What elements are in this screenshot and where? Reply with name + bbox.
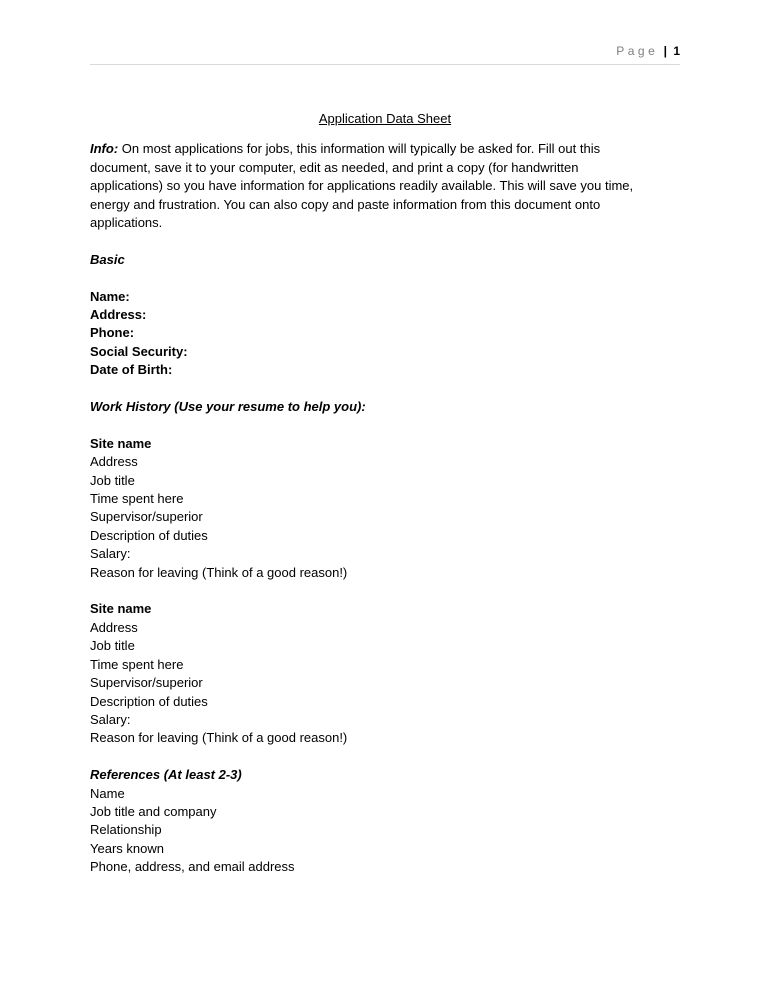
info-line [90,140,680,158]
info-line: applications. [90,215,163,231]
reference-item: Years known [90,840,164,856]
reference-item: Relationship [90,822,162,838]
references-list [90,785,680,877]
basic-field-date-of-birth: Date of Birth: [90,362,173,378]
work-entry-site-name: Site name [90,601,152,617]
basic-field-social-security: Social Security: [90,343,188,359]
work-entry [90,435,680,582]
basic-field-address: Address: [90,307,147,323]
work-entry-item: Reason for leaving (Think of a good reason!) [90,564,348,580]
basic-field-phone: Phone: [90,325,135,341]
work-entry-item: Job title [90,638,135,654]
document-title: Application Data Sheet [318,111,452,126]
spacer [90,582,680,600]
page-header [90,44,680,65]
page-number: 1 [673,44,680,58]
info-line: energy and frustration. You can also copy and paste information from this document onto [90,196,601,212]
work-entry-item: Supervisor/superior [90,509,203,525]
basic-heading: Basic [90,251,125,267]
spacer [90,232,680,250]
work-entry-item: Time spent here [90,491,184,507]
reference-item: Job title and company [90,803,217,819]
work-entry-site-name: Site name [90,435,152,451]
spacer [90,748,680,766]
basic-fields [90,288,680,380]
spacer [90,269,680,287]
work-entry-item: Supervisor/superior [90,675,203,691]
work-history-heading: Work History (Use your resume to help you): [90,399,366,415]
work-entry-item: Reason for leaving (Think of a good reason!) [90,730,348,746]
document-body [90,110,680,877]
reference-item: Name [90,785,125,801]
references-heading: References (At least 2-3) [90,767,242,783]
info-line: applications) so you have information for applications readily available. This will save you time, [90,178,634,194]
reference-item: Phone, address, and email address [90,859,295,875]
spacer [90,380,680,398]
info-line: document, save it to your computer, edit as needed, and print a copy (for handwritten [90,159,579,175]
page-separator: | [663,44,667,58]
work-entry-item: Salary: [90,546,131,562]
spacer [90,416,680,434]
work-entry-item: Time spent here [90,656,184,672]
work-entry-item: Description of duties [90,693,208,709]
basic-field-name: Name: [90,288,130,304]
work-entry-item: Salary: [90,711,131,727]
info-text: On most applications for jobs, this information will typically be asked for. Fill out this [121,141,601,157]
work-entry-item: Description of duties [90,527,208,543]
page-word: Page [616,44,659,58]
work-entry-item: Job title [90,472,135,488]
work-entry-item: Address [90,454,138,470]
info-paragraph [90,140,680,232]
info-label: Info: [90,141,119,157]
work-entry-item: Address [90,619,138,635]
work-entry [90,600,680,747]
